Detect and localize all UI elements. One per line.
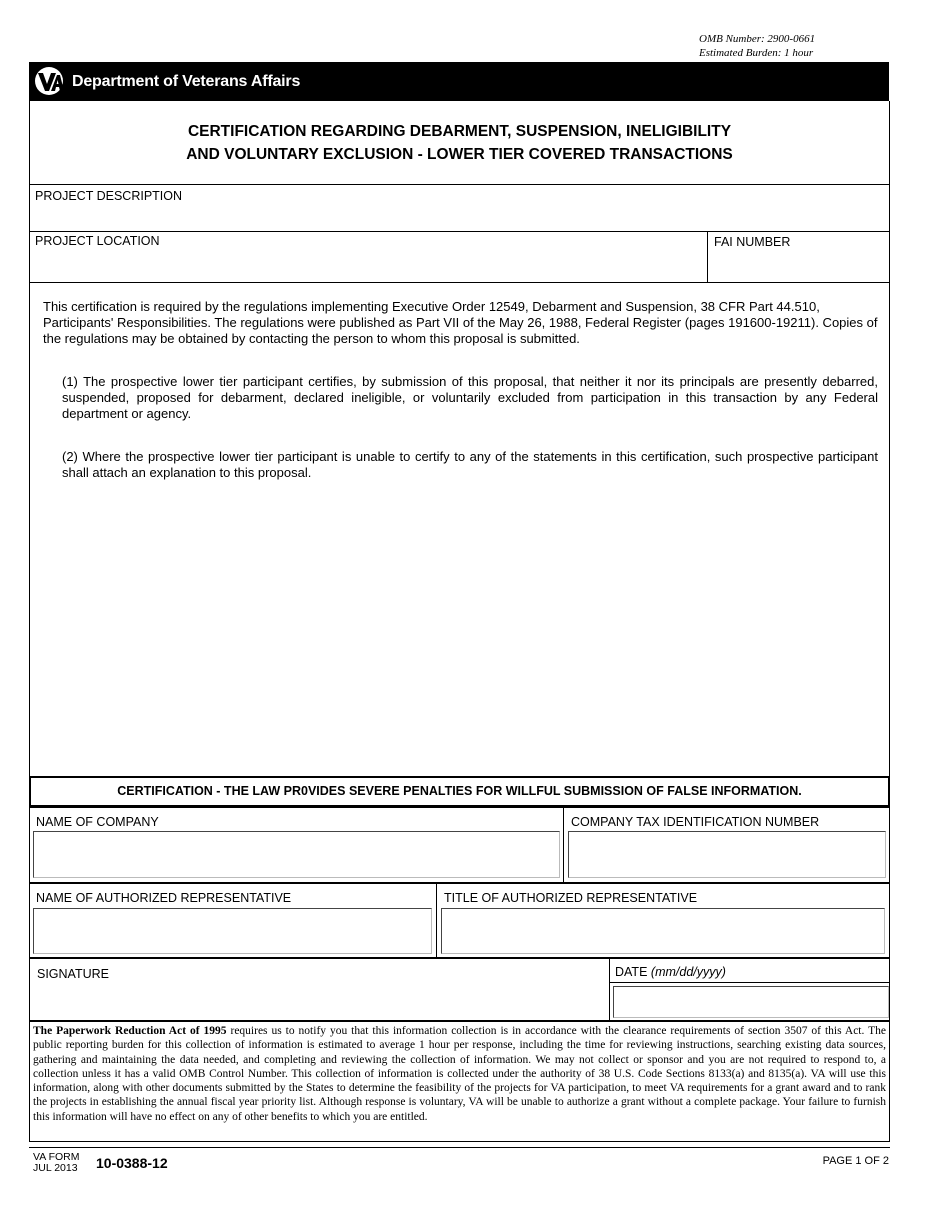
company-name-input[interactable] xyxy=(33,831,560,878)
divider xyxy=(563,807,564,882)
divider xyxy=(29,184,890,185)
divider xyxy=(610,982,890,983)
date-label xyxy=(615,965,726,979)
project-location-label: PROJECT LOCATION xyxy=(35,234,160,248)
rep-title-label: TITLE OF AUTHORIZED REPRESENTATIVE xyxy=(444,891,698,905)
divider xyxy=(29,807,890,808)
project-description-label: PROJECT DESCRIPTION xyxy=(35,189,183,203)
fai-number-label: FAI NUMBER xyxy=(714,235,791,249)
project-location-field[interactable] xyxy=(31,250,705,280)
divider xyxy=(609,957,610,1021)
footer-form-info xyxy=(33,1152,79,1174)
page-number: PAGE 1 OF 2 xyxy=(822,1155,889,1167)
certification-item-2: (2) Where the prospective lower tier participant is unable to certify to any of the statements in this certification, such prospective participant shall attach an explanation to this proposal. xyxy=(62,449,878,480)
divider xyxy=(29,882,890,884)
paperwork-text: requires us to notify you that this information collection is in accordance with the clearance requirements of section 3507 of this Act. The public reporting burden for this collection of information is estimated to average 1 hour per response, including the time for reviewing instructions, searching existing data sources, gathering and maintaining the data needed, and completing and reviewing the collection of information. We may not collect or sponsor and you are not required to respond to, a collection unless it has a valid OMB Control Number. This collection of information is collected under the authority of 38 U.S. Code Sections 8133(a) and 8135(a). VA will use this information, along with other documents submitted by the States to determine the feasibility of the projects for VA participation, to meet VA requirements for a grant award and to rank the projects in establishing the annual fiscal year priority list. Although response is voluntary, VA will be unable to authorize a grant without a complete package. Your failure to furnish this information will have no effect on any of other benefits to which you are entitled. xyxy=(33,1025,886,1123)
company-tax-id-input[interactable] xyxy=(568,831,886,878)
rep-title-input[interactable] xyxy=(441,908,885,954)
omb-info xyxy=(699,32,869,60)
divider xyxy=(29,1020,890,1022)
certification-item-1: (1) The prospective lower tier participant certifies, by submission of this proposal, that neither it nor its principals are presently debarred, suspended, proposed for debarment, declared ineligible, or voluntarily excluded from participation in this transaction by any Federal department or agency. xyxy=(62,374,878,421)
agency-banner xyxy=(29,62,889,101)
date-input[interactable] xyxy=(613,986,889,1018)
divider xyxy=(29,957,890,959)
title-line-1: CERTIFICATION REGARDING DEBARMENT, SUSPENSION, INELIGIBILITY xyxy=(187,123,732,140)
divider xyxy=(707,231,708,282)
project-description-field[interactable] xyxy=(31,204,887,230)
company-name-label: NAME OF COMPANY xyxy=(36,815,159,829)
paperwork-lead: The Paperwork Reduction Act of 1995 xyxy=(33,1025,227,1037)
department-name: Department of Veterans Affairs xyxy=(72,73,301,90)
signature-label: SIGNATURE xyxy=(37,967,109,981)
form-date: JUL 2013 xyxy=(33,1162,78,1174)
omb-number: OMB Number: 2900-0661 xyxy=(699,33,816,45)
paperwork-reduction-notice xyxy=(33,1024,886,1124)
divider xyxy=(29,282,890,283)
form-number: 10-0388-12 xyxy=(96,1155,168,1171)
va-form-label: VA FORM xyxy=(33,1151,80,1163)
divider xyxy=(436,882,437,958)
date-format-hint: (mm/dd/yyyy) xyxy=(650,965,726,979)
form-title xyxy=(30,120,889,166)
signature-field[interactable] xyxy=(33,985,605,1019)
rep-name-input[interactable] xyxy=(33,908,432,954)
title-line-2: AND VOLUNTARY EXCLUSION - LOWER TIER COVERED TRANSACTIONS xyxy=(186,146,733,163)
certification-banner: CERTIFICATION - THE LAW PR0VIDES SEVERE PENALTIES FOR WILLFUL SUBMISSION OF FALSE INFORMATION. xyxy=(29,776,890,807)
company-tax-id-label: COMPANY TAX IDENTIFICATION NUMBER xyxy=(571,815,820,829)
va-logo-icon xyxy=(33,66,65,96)
intro-paragraph: This certification is required by the regulations implementing Executive Order 12549, Debarment and Suspension, 38 CFR Part 44.510, Participants' Responsibilities. The regulations were published as Part VII of the May 26, 1988, Federal Register (pages 191600-19211). Copies of the regulations may be obtained by contacting the person to whom this proposal is submitted. xyxy=(43,299,878,346)
date-label-text: DATE xyxy=(615,965,648,979)
divider xyxy=(29,231,890,232)
rep-name-label: NAME OF AUTHORIZED REPRESENTATIVE xyxy=(36,891,292,905)
estimated-burden: Estimated Burden: 1 hour xyxy=(699,47,814,59)
footer-divider xyxy=(29,1147,890,1148)
fai-number-field[interactable] xyxy=(710,250,887,280)
